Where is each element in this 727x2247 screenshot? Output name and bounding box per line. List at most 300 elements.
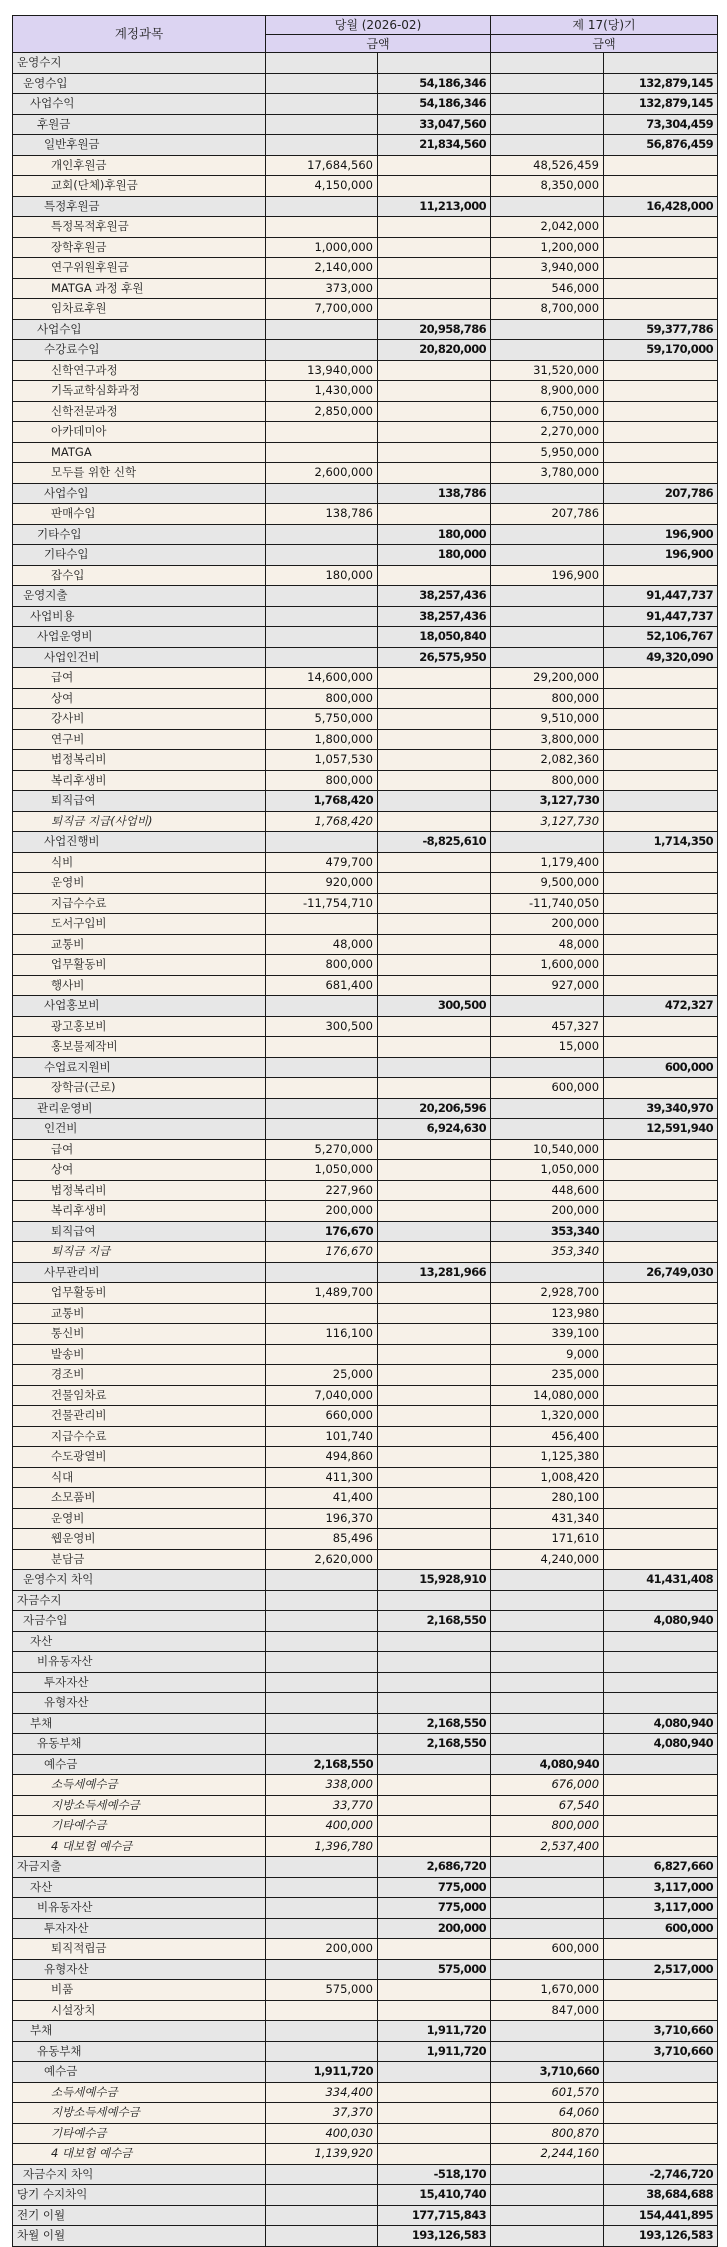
term-detail-amount-cell: 2,042,000 [491,217,604,238]
month-total-amount-cell [378,955,491,976]
table-row [13,1262,718,1283]
month-total-amount-cell: 138,786 [378,483,491,504]
account-name-cell: 장학후원금 [13,237,266,258]
table-row [13,401,718,422]
month-total-amount-cell: 15,928,910 [378,1570,491,1591]
term-total-amount-cell: 207,786 [604,483,718,504]
table-row [13,832,718,853]
term-detail-amount-cell: 1,670,000 [491,1980,604,2001]
month-total-amount-cell: 2,168,550 [378,1713,491,1734]
account-name-cell: MATGA [13,442,266,463]
term-detail-amount-cell: -11,740,050 [491,893,604,914]
account-name-cell: 일반후원금 [13,135,266,156]
term-detail-amount-cell: 5,950,000 [491,442,604,463]
month-total-amount-cell [378,1816,491,1837]
term-detail-amount-cell: 2,244,160 [491,2144,604,2165]
month-total-amount-cell: 18,050,840 [378,627,491,648]
term-total-amount-cell [604,2082,718,2103]
term-detail-amount-cell: 15,000 [491,1037,604,1058]
term-detail-amount-cell [491,1734,604,1755]
table-row [13,1057,718,1078]
account-name-cell: 법정복리비 [13,1180,266,1201]
month-detail-amount-cell: 2,168,550 [266,1754,378,1775]
month-total-amount-cell: 15,410,740 [378,2185,491,2206]
term-detail-amount-cell: 280,100 [491,1488,604,1509]
month-total-amount-cell [378,1754,491,1775]
table-row [13,729,718,750]
account-name-cell: 자금수지 [13,1590,266,1611]
account-name-cell: 교회(단체)후원금 [13,176,266,197]
table-row [13,873,718,894]
account-name-cell: 예수금 [13,1754,266,1775]
term-detail-amount-cell [491,1262,604,1283]
month-detail-amount-cell [266,1734,378,1755]
table-row [13,647,718,668]
month-total-amount-cell: 775,000 [378,1877,491,1898]
term-detail-amount-cell: 9,500,000 [491,873,604,894]
term-total-amount-cell [604,668,718,689]
month-detail-amount-cell [266,2226,378,2247]
month-detail-amount-cell [266,1303,378,1324]
term-total-amount-cell: 193,126,583 [604,2226,718,2247]
term-total-amount-cell [604,1652,718,1673]
account-name-cell: 지급수수료 [13,1426,266,1447]
month-detail-amount-cell [266,1877,378,1898]
table-row [13,1016,718,1037]
account-name-cell: 퇴직급여 [13,791,266,812]
term-total-amount-cell [604,2144,718,2165]
account-name-cell: 통신비 [13,1324,266,1345]
account-name-cell: 투자자산 [13,1918,266,1939]
term-detail-amount-cell [491,545,604,566]
month-total-amount-cell [378,1221,491,1242]
month-total-amount-cell [378,1016,491,1037]
term-detail-amount-cell [491,627,604,648]
month-total-amount-cell: 54,186,346 [378,73,491,94]
month-total-amount-cell: 180,000 [378,524,491,545]
month-total-amount-cell [378,299,491,320]
term-total-amount-cell [604,1590,718,1611]
term-detail-amount-cell [491,53,604,74]
account-name-cell: 복리후생비 [13,1201,266,1222]
month-total-amount-cell [378,1447,491,1468]
account-name-cell: 웹운영비 [13,1529,266,1550]
term-detail-amount-cell: 9,510,000 [491,709,604,730]
term-detail-amount-cell [491,114,604,135]
month-total-amount-cell [378,258,491,279]
term-detail-amount-cell: 3,710,660 [491,2062,604,2083]
month-detail-amount-cell [266,340,378,361]
account-name-cell: 비유동자산 [13,1898,266,1919]
term-total-amount-cell [604,504,718,525]
month-detail-amount-cell: 7,700,000 [266,299,378,320]
term-detail-amount-cell: 207,786 [491,504,604,525]
term-total-amount-cell: 3,117,000 [604,1877,718,1898]
table-row [13,606,718,627]
month-total-amount-cell [378,975,491,996]
account-name-cell: 차월 이월 [13,2226,266,2247]
term-total-amount-cell: 12,591,940 [604,1119,718,1140]
account-name-cell: 운영수입 [13,73,266,94]
table-row [13,1713,718,1734]
month-detail-amount-cell [266,2164,378,2185]
month-detail-amount-cell: 300,500 [266,1016,378,1037]
month-total-amount-cell: 2,168,550 [378,1734,491,1755]
term-detail-amount-cell [491,94,604,115]
table-row [13,1529,718,1550]
term-detail-amount-cell: 171,610 [491,1529,604,1550]
term-detail-amount-cell: 10,540,000 [491,1139,604,1160]
term-detail-amount-cell: 456,400 [491,1426,604,1447]
account-name-cell: 자금지출 [13,1857,266,1878]
table-row [13,2123,718,2144]
table-row [13,2082,718,2103]
term-total-amount-cell [604,1016,718,1037]
month-total-amount-cell: -518,170 [378,2164,491,2185]
term-detail-amount-cell: 927,000 [491,975,604,996]
account-name-cell: 사업진행비 [13,832,266,853]
month-detail-amount-cell [266,524,378,545]
term-detail-amount-cell [491,1857,604,1878]
term-detail-amount-cell [491,1611,604,1632]
month-total-amount-cell [378,217,491,238]
month-detail-amount-cell [266,1611,378,1632]
account-name-cell: 도서구입비 [13,914,266,935]
account-name-cell: 당기 수지차익 [13,2185,266,2206]
table-row [13,1221,718,1242]
month-detail-amount-cell [266,545,378,566]
term-total-amount-cell [604,299,718,320]
month-detail-amount-cell: 660,000 [266,1406,378,1427]
account-name-cell: 유동부채 [13,2041,266,2062]
account-name-cell: 강사비 [13,709,266,730]
account-name-cell: 자산 [13,1877,266,1898]
term-detail-amount-cell [491,1918,604,1939]
table-row [13,442,718,463]
term-detail-amount-cell [491,1590,604,1611]
term-total-amount-cell: 196,900 [604,524,718,545]
month-detail-amount-cell: 920,000 [266,873,378,894]
account-name-cell: 상여 [13,1160,266,1181]
month-detail-amount-cell: 176,670 [266,1242,378,1263]
table-row [13,422,718,443]
account-name-cell: 퇴직금 지급(사업비) [13,811,266,832]
month-total-amount-cell [378,53,491,74]
term-total-amount-cell: 91,447,737 [604,606,718,627]
table-row [13,1918,718,1939]
month-detail-amount-cell [266,2185,378,2206]
term-total-amount-cell [604,750,718,771]
account-name-cell: 소모품비 [13,1488,266,1509]
term-detail-amount-cell: 1,600,000 [491,955,604,976]
month-total-amount-cell [378,1406,491,1427]
account-name-cell: 사업인건비 [13,647,266,668]
term-detail-amount-cell [491,1672,604,1693]
month-detail-amount-cell: 85,496 [266,1529,378,1550]
term-total-amount-cell: 6,827,660 [604,1857,718,1878]
month-detail-amount-cell: 200,000 [266,1201,378,1222]
term-detail-amount-cell [491,2041,604,2062]
month-total-amount-cell [378,811,491,832]
table-row [13,360,718,381]
table-row [13,2164,718,2185]
term-total-amount-cell: 49,320,090 [604,647,718,668]
table-row [13,1754,718,1775]
month-total-amount-cell [378,1488,491,1509]
account-name-cell: 수도광열비 [13,1447,266,1468]
account-name-cell: 투자자산 [13,1672,266,1693]
term-total-amount-cell: 41,431,408 [604,1570,718,1591]
month-total-amount-cell [378,442,491,463]
account-name-cell: 예수금 [13,2062,266,2083]
term-total-amount-cell [604,53,718,74]
term-detail-amount-cell: 200,000 [491,914,604,935]
term-detail-amount-cell: 2,082,360 [491,750,604,771]
term-total-amount-cell: 132,879,145 [604,73,718,94]
term-total-amount-cell: 196,900 [604,545,718,566]
term-total-amount-cell: 16,428,000 [604,196,718,217]
term-total-amount-cell [604,1283,718,1304]
month-detail-amount-cell [266,606,378,627]
table-row [13,1959,718,1980]
term-total-amount-cell [604,381,718,402]
month-total-amount-cell [378,668,491,689]
term-total-amount-cell [604,1529,718,1550]
term-detail-amount-cell: 48,526,459 [491,155,604,176]
table-row [13,1816,718,1837]
month-detail-amount-cell [266,1037,378,1058]
term-total-amount-cell [604,1549,718,1570]
income-statement-table [12,15,718,2247]
table-row [13,1180,718,1201]
account-name-cell: 사업수입 [13,483,266,504]
month-total-amount-cell [378,688,491,709]
term-detail-amount-cell: 1,050,000 [491,1160,604,1181]
month-detail-amount-cell [266,1713,378,1734]
table-row [13,483,718,504]
table-row [13,278,718,299]
table-header [13,16,718,53]
table-row [13,524,718,545]
account-name-cell: 관리운영비 [13,1098,266,1119]
account-name-cell: 기독교학심화과정 [13,381,266,402]
month-detail-amount-cell [266,422,378,443]
table-row [13,1406,718,1427]
term-total-amount-cell [604,1508,718,1529]
account-name-cell: 판매수입 [13,504,266,525]
month-detail-amount-cell [266,2041,378,2062]
account-name-cell: 식비 [13,852,266,873]
term-detail-amount-cell [491,586,604,607]
term-total-amount-cell [604,1385,718,1406]
term-detail-amount-cell: 1,200,000 [491,237,604,258]
term-detail-amount-cell: 1,320,000 [491,1406,604,1427]
month-detail-amount-cell: 37,370 [266,2103,378,2124]
account-name-cell: 행사비 [13,975,266,996]
term-total-amount-cell [604,1201,718,1222]
term-total-amount-cell: 59,377,786 [604,319,718,340]
month-detail-amount-cell [266,73,378,94]
term-detail-amount-cell: 2,537,400 [491,1836,604,1857]
term-total-amount-cell [604,1139,718,1160]
term-total-amount-cell [604,709,718,730]
month-detail-amount-cell: 180,000 [266,565,378,586]
month-total-amount-cell [378,1324,491,1345]
term-total-amount-cell [604,422,718,443]
month-total-amount-cell [378,934,491,955]
table-row [13,463,718,484]
month-total-amount-cell [378,852,491,873]
account-name-cell: 기타예수금 [13,1816,266,1837]
month-detail-amount-cell: 1,430,000 [266,381,378,402]
term-detail-amount-cell [491,606,604,627]
term-total-amount-cell [604,1221,718,1242]
month-detail-amount-cell [266,1078,378,1099]
term-total-amount-cell: 4,080,940 [604,1734,718,1755]
month-total-amount-cell [378,1631,491,1652]
term-detail-amount-cell [491,135,604,156]
term-total-amount-cell: 38,684,688 [604,2185,718,2206]
account-name-cell: 퇴직금 지급 [13,1242,266,1263]
month-detail-amount-cell: 2,620,000 [266,1549,378,1570]
month-total-amount-cell [378,1303,491,1324]
term-total-amount-cell: 59,170,000 [604,340,718,361]
table-row [13,1201,718,1222]
month-detail-amount-cell [266,1570,378,1591]
month-detail-amount-cell: 800,000 [266,955,378,976]
month-total-amount-cell: 20,958,786 [378,319,491,340]
term-total-amount-cell [604,1303,718,1324]
term-detail-amount-cell: 3,800,000 [491,729,604,750]
month-total-amount-cell: 1,911,720 [378,2041,491,2062]
term-total-amount-cell: 3,117,000 [604,1898,718,1919]
term-total-amount-cell: 472,327 [604,996,718,1017]
month-total-amount-cell: 13,281,966 [378,1262,491,1283]
account-column-header: 계정과목 [13,16,266,53]
account-name-cell: 법정복리비 [13,750,266,771]
term-detail-amount-cell: 457,327 [491,1016,604,1037]
account-name-cell: 개인후원금 [13,155,266,176]
term-detail-amount-cell: 6,750,000 [491,401,604,422]
current-month-header: 당월 (2026-02) [266,16,491,35]
month-detail-amount-cell: 13,940,000 [266,360,378,381]
term-total-amount-cell [604,1447,718,1468]
table-row [13,893,718,914]
current-month-amount-header: 금액 [266,35,491,53]
term-total-amount-cell [604,2123,718,2144]
term-total-amount-cell [604,914,718,935]
month-total-amount-cell [378,1078,491,1099]
term-detail-amount-cell: 3,127,730 [491,811,604,832]
table-row [13,319,718,340]
month-total-amount-cell [378,2000,491,2021]
month-total-amount-cell [378,401,491,422]
month-detail-amount-cell: 575,000 [266,1980,378,2001]
term-detail-amount-cell: 123,980 [491,1303,604,1324]
term-total-amount-cell [604,873,718,894]
term-total-amount-cell: 4,080,940 [604,1611,718,1632]
term-total-amount-cell [604,442,718,463]
table-row [13,1037,718,1058]
account-name-cell: 기타예수금 [13,2123,266,2144]
account-name-cell: 상여 [13,688,266,709]
month-total-amount-cell [378,750,491,771]
table-row [13,135,718,156]
table-row [13,1242,718,1263]
month-total-amount-cell: 54,186,346 [378,94,491,115]
month-total-amount-cell [378,1139,491,1160]
term-total-amount-cell: 132,879,145 [604,94,718,115]
term-total-amount-cell: 3,710,660 [604,2041,718,2062]
month-detail-amount-cell: -11,754,710 [266,893,378,914]
table-row [13,217,718,238]
term-total-amount-cell [604,1775,718,1796]
term-total-amount-cell [604,1939,718,1960]
account-name-cell: 지방소득세예수금 [13,1795,266,1816]
term-total-amount-cell [604,401,718,422]
term-detail-amount-cell [491,1959,604,1980]
month-detail-amount-cell: 5,750,000 [266,709,378,730]
month-detail-amount-cell [266,2000,378,2021]
term-total-amount-cell [604,1037,718,1058]
term-detail-amount-cell [491,2021,604,2042]
term-detail-amount-cell [491,73,604,94]
table-row [13,2144,718,2165]
table-row [13,1611,718,1632]
month-total-amount-cell [378,709,491,730]
account-name-cell: 비품 [13,1980,266,2001]
month-total-amount-cell [378,1980,491,2001]
month-total-amount-cell [378,1508,491,1529]
month-total-amount-cell [378,360,491,381]
month-detail-amount-cell: 33,770 [266,1795,378,1816]
term-detail-amount-cell: 8,700,000 [491,299,604,320]
term-total-amount-cell: 4,080,940 [604,1713,718,1734]
account-name-cell: 분담금 [13,1549,266,1570]
month-total-amount-cell: 21,834,560 [378,135,491,156]
month-total-amount-cell [378,176,491,197]
term-total-amount-cell [604,1365,718,1386]
table-row [13,1426,718,1447]
table-row [13,1447,718,1468]
month-detail-amount-cell: 2,600,000 [266,463,378,484]
account-name-cell: 아카데미아 [13,422,266,443]
term-total-amount-cell [604,258,718,279]
month-detail-amount-cell [266,53,378,74]
month-detail-amount-cell: 1,800,000 [266,729,378,750]
term-detail-amount-cell: 29,200,000 [491,668,604,689]
term-detail-amount-cell: 601,570 [491,2082,604,2103]
term-total-amount-cell [604,2062,718,2083]
term-detail-amount-cell: 64,060 [491,2103,604,2124]
account-name-cell: 교통비 [13,1303,266,1324]
table-row [13,852,718,873]
term-detail-amount-cell: 235,000 [491,1365,604,1386]
month-detail-amount-cell [266,196,378,217]
term-total-amount-cell [604,975,718,996]
term-detail-amount-cell: 800,000 [491,688,604,709]
term-total-amount-cell: 1,714,350 [604,832,718,853]
month-total-amount-cell [378,1365,491,1386]
term-detail-amount-cell [491,1119,604,1140]
account-name-cell: 임차료후원 [13,299,266,320]
table-row [13,94,718,115]
month-total-amount-cell [378,1836,491,1857]
month-total-amount-cell: 200,000 [378,1918,491,1939]
table-row [13,1467,718,1488]
month-total-amount-cell: 38,257,436 [378,586,491,607]
term-detail-amount-cell [491,1570,604,1591]
